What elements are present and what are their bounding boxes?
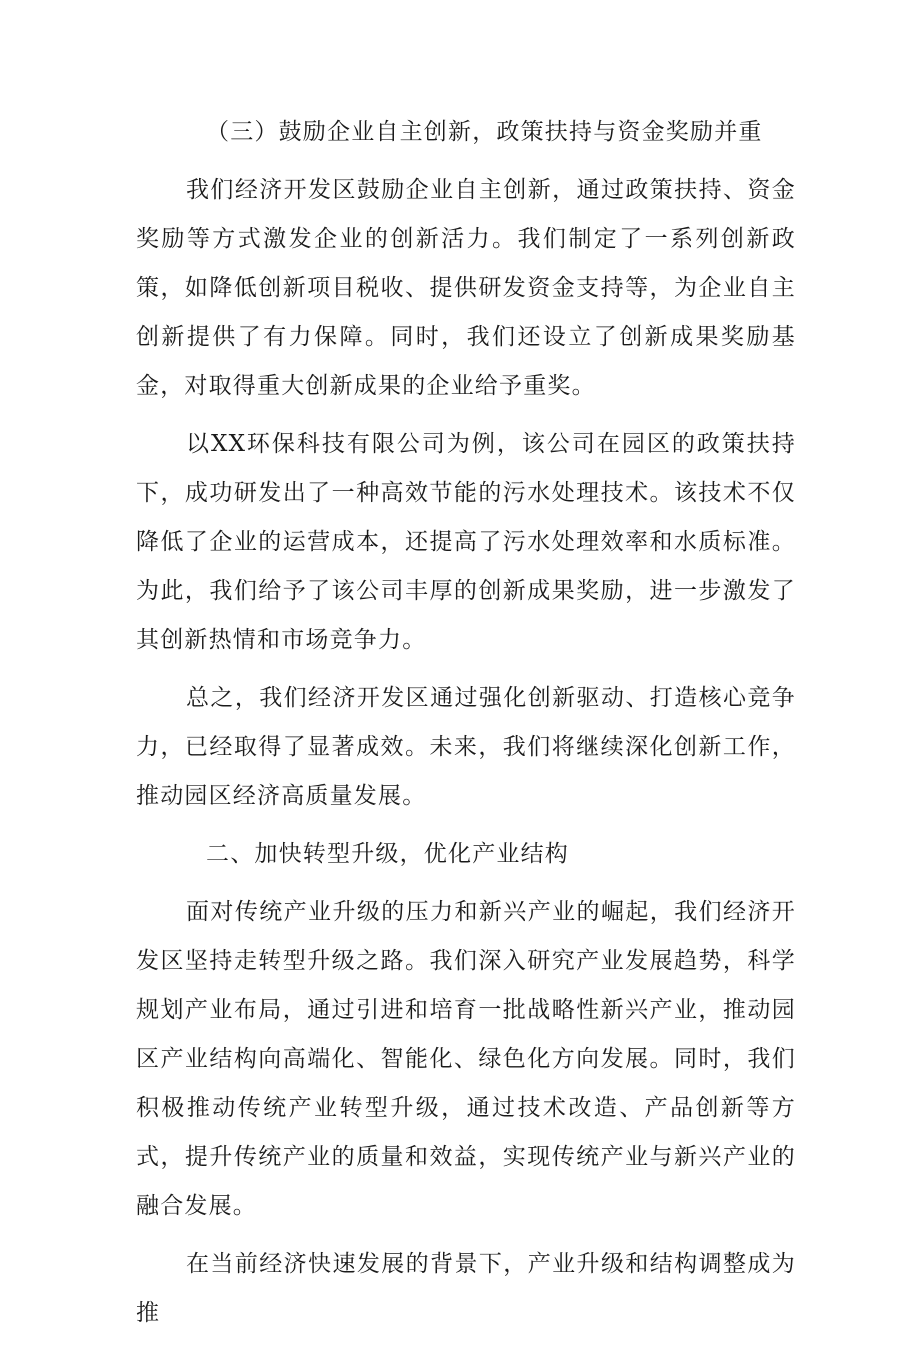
paragraph: 总之，我们经济开发区通过强化创新驱动、打造核心竞争力，已经取得了显著成效。未来，我们将继续深化创新工作，推动园区经济高质量发展。 bbox=[136, 685, 796, 809]
paragraph: 以XX环保科技有限公司为例，该公司在园区的政策扶持下，成功研发出了一种高效节能的污水处理技术。该技术不仅降低了企业的运营成本，还提高了污水处理效率和水质标准。为此，我们给予了该公司丰厚的创新成果奖励，进一步激发了其创新热情和市场竞争力。 bbox=[136, 431, 796, 653]
section-heading: 二、加快转型升级，优化产业结构 bbox=[206, 841, 569, 867]
document-body bbox=[136, 108, 796, 1347]
paragraph: 我们经济开发区鼓励企业自主创新，通过政策扶持、资金奖励等方式激发企业的创新活力。我们制定了一系列创新政策，如降低创新项目税收、提供研发资金支持等，为企业自主创新提供了有力保障。同时，我们还设立了创新成果奖励基金，对取得重大创新成果的企业给予重奖。 bbox=[136, 177, 796, 399]
paragraph: 在当前经济快速发展的背景下，产业升级和结构调整成为推 bbox=[136, 1251, 796, 1326]
section-heading: （三）鼓励企业自主创新，政策扶持与资金奖励并重 bbox=[206, 119, 763, 145]
paragraph: 面对传统产业升级的压力和新兴产业的崛起，我们经济开发区坚持走转型升级之路。我们深入研究产业发展趋势，科学规划产业布局，通过引进和培育一批战略性新兴产业，推动园区产业结构向高端化、智能化、绿色化方向发展。同时，我们积极推动传统产业转型升级，通过技术改造、产品创新等方式，提升传统产业的质量和效益，实现传统产业与新兴产业的融合发展。 bbox=[136, 899, 796, 1219]
